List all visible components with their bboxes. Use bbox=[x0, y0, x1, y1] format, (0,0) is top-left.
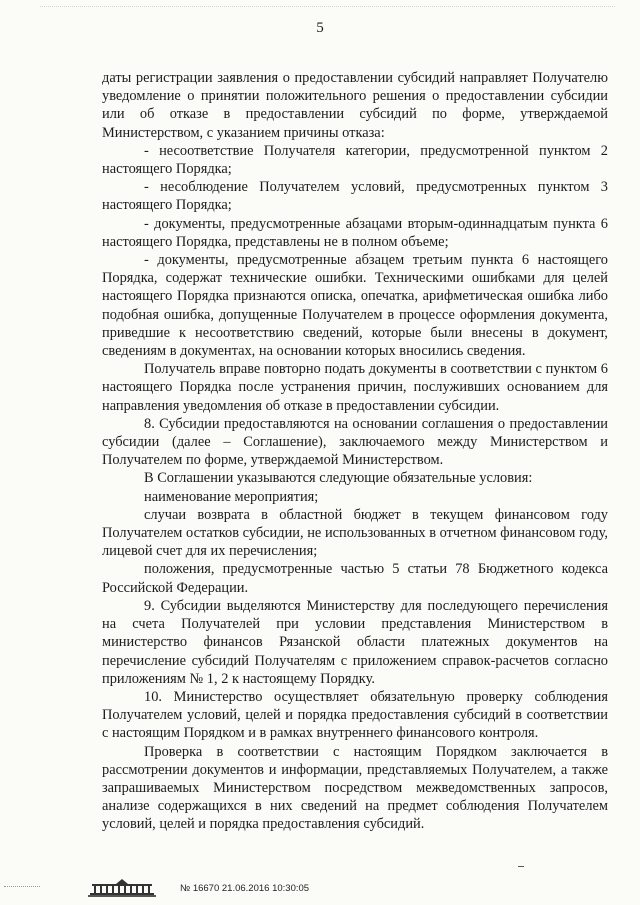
clause-10: 10. Министерство осуществляет обязательную проверку соблюдения Получателем условий, целей и порядка предоставления субсидий в соответствии с настоящим Порядком и в рамках внутреннего финансового контроля. bbox=[102, 688, 608, 742]
scan-header-noise bbox=[40, 6, 615, 11]
refusal-reason-4: - документы, предусмотренные абзацем третьим пункта 6 настоящего Порядка, содержат технические ошибки. Техническими ошибками для целей настоящего Порядка признаются описка, опечатка, арифметическая ошибка либо подобная ошибка, допущенные Получателем в процессе оформления документа, приведшие к несоответствию сведений, которые были внесены в документ, сведениям в документах, на основании которых вносились сведения. bbox=[102, 252, 608, 360]
government-building-icon bbox=[86, 878, 158, 898]
refusal-reason-3: - документы, предусмотренные абзацами вторым-одиннадцатым пункта 6 настоящего Порядка, представлены не в полном объеме; bbox=[102, 215, 608, 250]
refusal-reason-2: - несоблюдение Получателем условий, предусмотренных пунктом 3 настоящего Порядка; bbox=[102, 179, 608, 214]
document-stamp: № 16670 21.06.2016 10:30:05 bbox=[180, 883, 310, 894]
refusal-reason-1: - несоответствие Получателя категории, предусмотренной пунктом 2 настоящего Порядка; bbox=[102, 142, 608, 178]
clause-9: 9. Субсидии выделяются Министерству для последующего перечисления на счета Получателей при условии представления Министерством в министерство финансов Рязанской области платежных документов на перечисление субсидий Получателям с приложением справок-расчетов согласно приложениям № 1, 2 к настоящему Порядку. bbox=[102, 597, 608, 687]
paragraph-continuation: даты регистрации заявления о предоставлении субсидий направляет Получателю уведомление о принятии положительного решения о предоставлении субсидии или об отказе в предоставлении субсидий по форме, утверждаемой Министерством, с указанием причины отказа: bbox=[102, 70, 608, 141]
inspection-paragraph: Проверка в соответствии с настоящим Порядком заключается в рассмотрении документов и информации, представляемых Получателем, а также запрашиваемых Министерством посредством межведомственных запросов, анализе содержащихся в них сведений на предмет соблюдения Получателем условий, целей и порядка предоставления субсидий. bbox=[102, 743, 608, 833]
agreement-conditions-heading: В Соглашении указываются следующие обязательные условия: bbox=[144, 470, 533, 487]
document-footer bbox=[86, 878, 506, 898]
condition-refund: случаи возврата в областной бюджет в текущем финансовом году Получателем остатков субсидии, не использованных в отчетном финансовом году, лицевой счет для их перечисления; bbox=[102, 506, 608, 560]
condition-event-name: наименование мероприятия; bbox=[144, 488, 319, 505]
condition-budget-code: положения, предусмотренные частью 5 статьи 78 Бюджетного кодекса Российской Федерации. bbox=[102, 561, 608, 596]
page-number: 5 bbox=[316, 20, 324, 36]
scan-mark bbox=[518, 866, 524, 867]
scan-margin-mark bbox=[4, 886, 40, 888]
document-body bbox=[102, 69, 608, 834]
clause-8: 8. Субсидии предоставляются на основании соглашения о предоставлении субсидии (далее – Соглашение), заключаемого между Министерством и Получателем по форме, утверждаемой Министерством. bbox=[102, 415, 608, 469]
resubmission-paragraph: Получатель вправе повторно подать документы в соответствии с пунктом 6 настоящего Порядка после устранения причин, послуживших основанием для направления уведомления об отказе в предоставлении субсидии. bbox=[102, 361, 608, 414]
